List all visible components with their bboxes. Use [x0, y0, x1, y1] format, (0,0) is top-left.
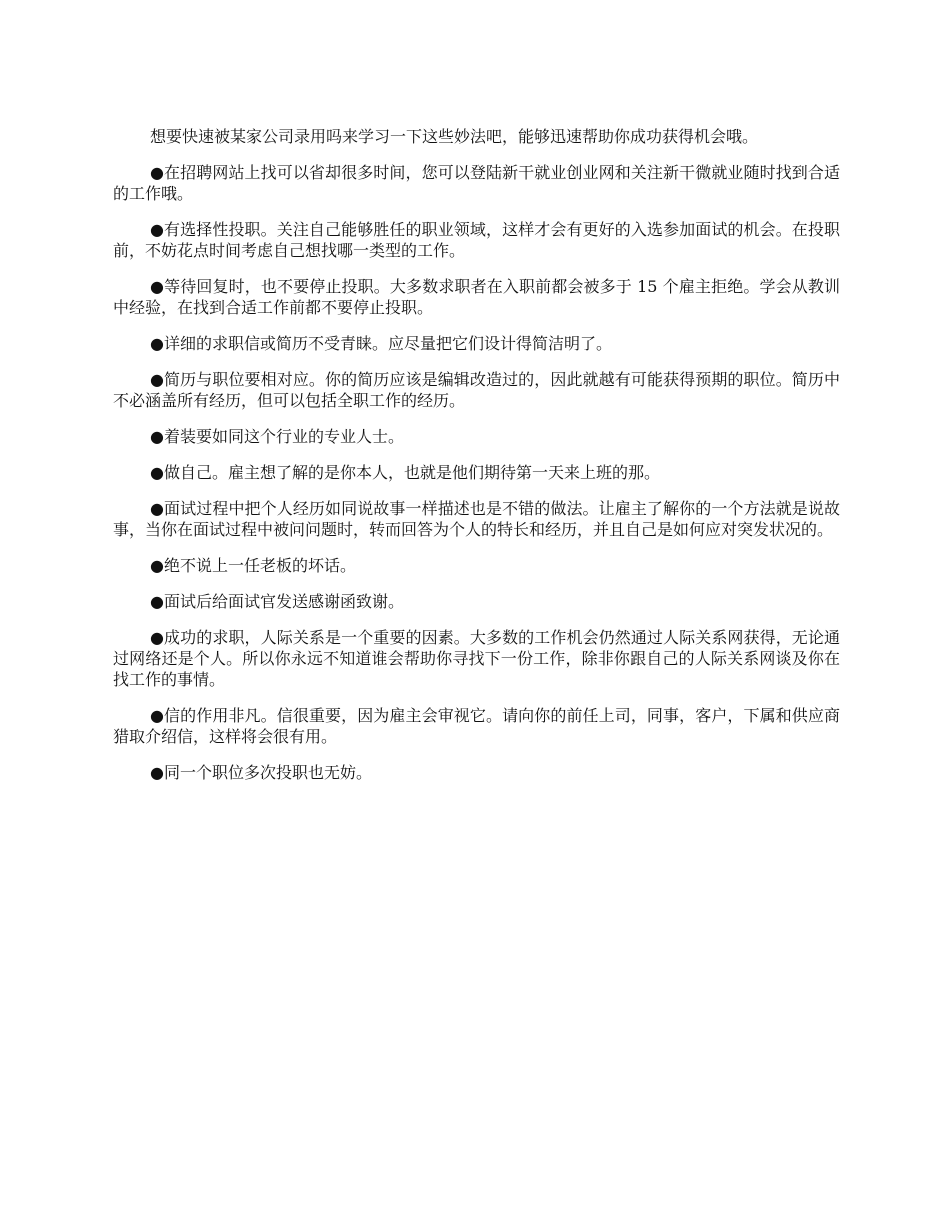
tip-paragraph: ●面试过程中把个人经历如同说故事一样描述也是不错的做法。让雇主了解你的一个方法就是说故事，当你在面试过程中被问问题时，转而回答为个人的特长和经历，并且自己是如何应对突发状况的。	[113, 499, 840, 539]
tip-paragraph: ●面试后给面试官发送感谢函致谢。	[150, 592, 404, 611]
tip-paragraph: ●同一个职位多次投职也无妨。	[150, 763, 372, 782]
document-page	[113, 126, 840, 798]
tip-paragraph: ●着装要如同这个行业的专业人士。	[150, 427, 404, 446]
tip-paragraph: ●成功的求职，人际关系是一个重要的因素。大多数的工作机会仍然通过人际关系网获得，无论通过网络还是个人。所以你永远不知道谁会帮助你寻找下一份工作，除非你跟自己的人际关系网谈及你在找工作的事情。	[113, 628, 840, 689]
tip-paragraph: ●做自己。雇主想了解的是你本人，也就是他们期待第一天来上班的那。	[150, 463, 660, 482]
intro-paragraph: 想要快速被某家公司录用吗来学习一下这些妙法吧，能够迅速帮助你成功获得机会哦。	[150, 127, 759, 146]
tip-paragraph: ●有选择性投职。关注自己能够胜任的职业领域，这样才会有更好的入选参加面试的机会。在投职前，不妨花点时间考虑自己想找哪一类型的工作。	[113, 220, 840, 260]
tip-paragraph: ●绝不说上一任老板的坏话。	[150, 556, 356, 575]
tip-paragraph: ●详细的求职信或简历不受青睐。应尽量把它们设计得简洁明了。	[150, 334, 612, 353]
tip-paragraph: ●信的作用非凡。信很重要，因为雇主会审视它。请向你的前任上司，同事，客户，下属和供应商猎取介绍信，这样将会很有用。	[113, 706, 840, 746]
tip-paragraph: ●在招聘网站上找可以省却很多时间，您可以登陆新干就业创业网和关注新干微就业随时找到合适的工作哦。	[113, 163, 840, 203]
tip-paragraph: ●等待回复时，也不要停止投职。大多数求职者在入职前都会被多于 15 个雇主拒绝。学会从教训中经验，在找到合适工作前都不要停止投职。	[113, 277, 840, 317]
tip-paragraph: ●简历与职位要相对应。你的简历应该是编辑改造过的，因此就越有可能获得预期的职位。简历中不必涵盖所有经历，但可以包括全职工作的经历。	[113, 370, 840, 410]
